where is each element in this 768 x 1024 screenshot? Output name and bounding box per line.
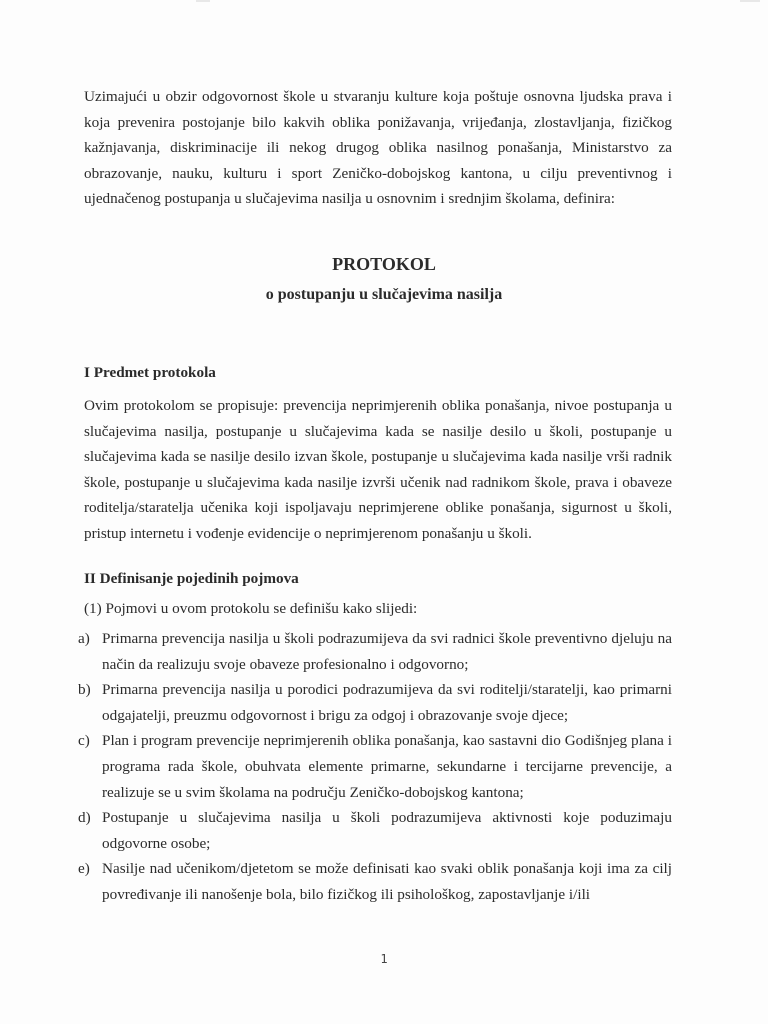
scan-artifact xyxy=(740,0,760,2)
definition-item-d xyxy=(78,805,672,856)
definition-marker: d) xyxy=(78,809,91,827)
section-1-heading: I Predmet protokola xyxy=(84,364,216,381)
scan-artifact xyxy=(196,0,210,2)
document-subtitle: o postupanju u slučajevima nasilja xyxy=(265,286,503,303)
section-1-body: Ovim protokolom se propisuje: prevencija neprimjerenih oblika ponašanja, nivoe postupanja u slučajevima nasilja, postupanje u slučajevima kada se nasilje desilo u školi, postupanje u slučajevima kada se nasilje desilo izvan škole, postupanje u slučajevima kada nasilje vrši radnik škole, postupanje u slučajevima kada nasilje izvrši učenik nad radnikom škole, prava i obaveze roditelja/staratelja učenika koji ispoljavaju neprimjerene oblike ponašanja, sigurnost u školi, pristup internetu i vođenje evidencije o neprimjerenom ponašanju u školi. xyxy=(84,397,672,542)
definition-item-a xyxy=(78,626,672,677)
intro-paragraph: Uzimajući u obzir odgovornost škole u stvaranju kulture koja poštuje osnovna ljudska prava i koja prevenira postojanje bilo kakvih oblika ponižavanja, vrijeđanja, zlostavljanja, fizičkog kažnjavanja, diskriminacije ili nekog drugog oblika nasilnog ponašanja, Ministarstvo za obrazovanje, nauku, kulturu i sport Zeničko-dobojskog kantona, u cilju preventivnog i ujednačenog postupanja u slučajevima nasilja u osnovnim i srednjim školama, definira: xyxy=(84,88,672,208)
document-title: PROTOKOL xyxy=(332,254,436,274)
definition-marker: c) xyxy=(78,732,90,750)
section-2-intro: (1) Pojmovi u ovom protokolu se definišu kako slijedi: xyxy=(84,600,418,617)
definition-text: Primarna prevencija nasilja u porodici podrazumijeva da svi roditelji/staratelji, kao primarni odgajatelji, preuzmu odgovornost i brigu za odgoj i obrazovanje svoje djece; xyxy=(102,681,672,724)
definition-text: Plan i program prevencije neprimjerenih oblika ponašanja, kao sastavni dio Godišnjeg plana i programa rada škole, obuhvata elemente primarne, sekundarne i tercijarne prevencije, a realizuje se u svim školama na području Zeničko-dobojskog kantona; xyxy=(102,732,672,801)
definition-list xyxy=(78,626,672,908)
definition-item-c xyxy=(78,728,672,805)
definition-text: Postupanje u slučajevima nasilja u školi podrazumijeva aktivnosti koje poduzimaju odgovorne osobe; xyxy=(102,809,672,852)
definition-item-b xyxy=(78,677,672,728)
definition-marker: a) xyxy=(78,630,90,647)
definition-marker: e) xyxy=(78,860,90,878)
page-number: 1 xyxy=(380,952,388,966)
definition-item-e xyxy=(78,856,672,907)
definition-text: Primarna prevencija nasilja u školi podrazumijeva da svi radnici škole preventivno djeluju na način da realizuju svoje obaveze profesionalno i odgovorno; xyxy=(102,630,672,673)
definition-text: Nasilje nad učenikom/djetetom se može definisati kao svaki oblik ponašanja koji ima za cilj povređivanje ili nanošenje bola, bilo fizičkog ili psihološkog, zapostavljanje i/ili xyxy=(102,860,672,903)
definition-marker: b) xyxy=(78,681,91,699)
section-2-heading: II Definisanje pojedinih pojmova xyxy=(84,570,299,587)
